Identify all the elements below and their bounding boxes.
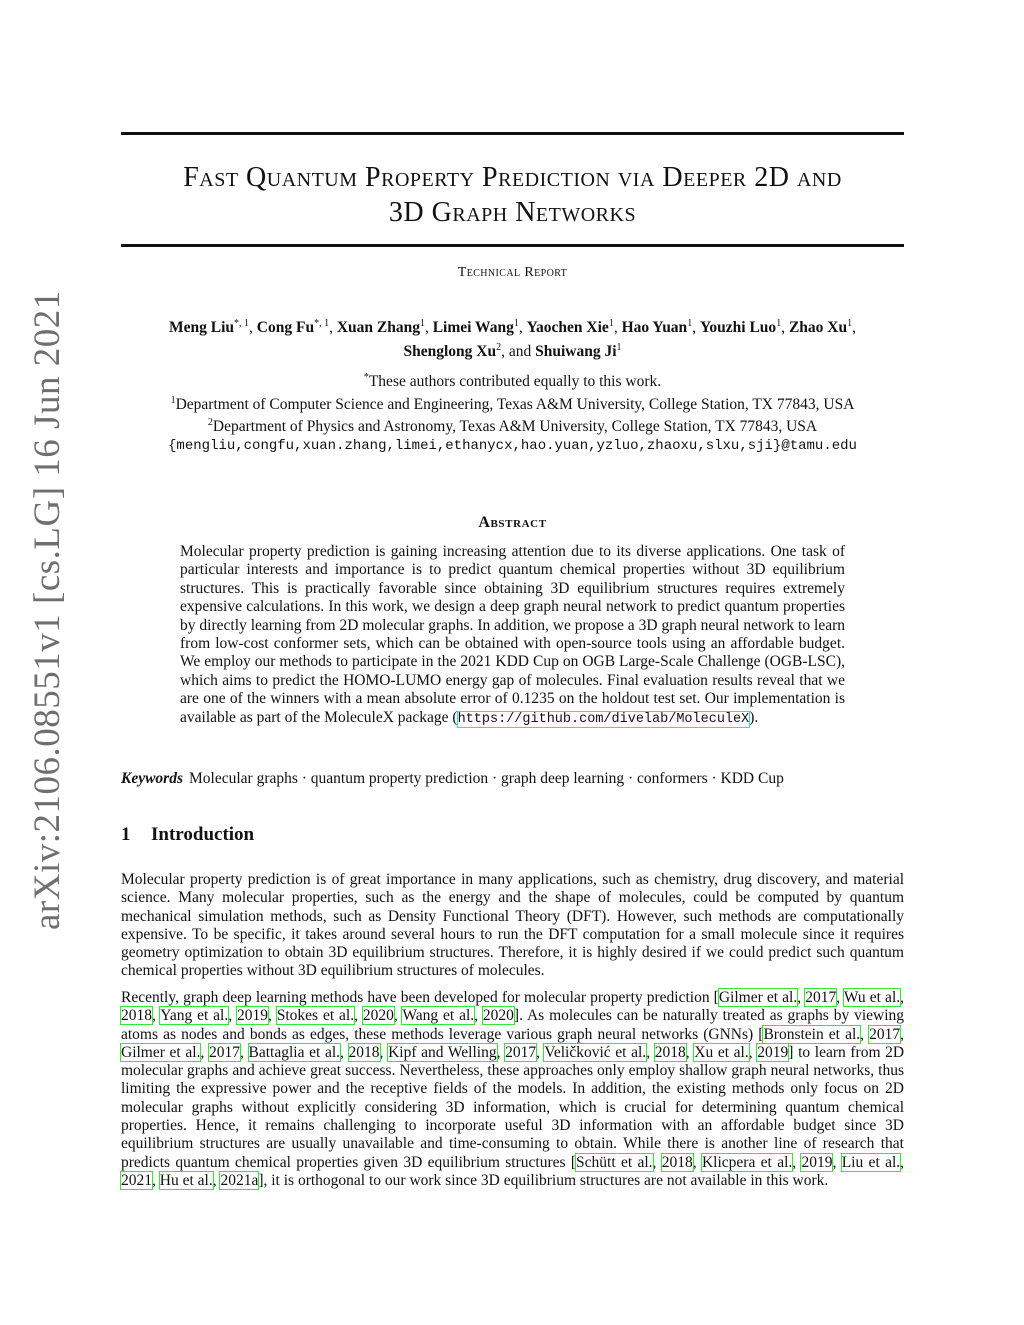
author-affiliation-mark: 1 [687, 318, 693, 329]
abstract-text: Molecular property prediction is gaining increasing attention due to its diverse applications. One task of particular interests and importance is to predict quantum chemical properties without 3D equilibrium structures. This is practically favorable since obtaining 3D equilibrium structures requires extremely expensive calculations. In this work, we design a deep graph neural network to predict quantum properties by directly learning from 2D molecular graphs. In addition, we propose a 3D graph neural network to learn from low-cost conformer sets, which can be obtained with open-source tools using an affordable budget. We employ our methods to participate in the 2021 KDD Cup on OGB Large-Scale Challenge (OGB-LSC), which aims to predict the HOMO-LUMO energy gap of molecules. Final evaluation results reveal that we are one of the winners with a mean absolute error of 0.1235 on the holdout test set. Our implementation is available as part of the MoleculeX package [180, 543, 845, 726]
author-separator: , [852, 319, 856, 337]
author-name: Shenglong Xu [403, 343, 497, 361]
keywords-text: Molecular graphs · quantum property prediction · graph deep learning · conformers · KDD Cup [189, 770, 784, 787]
citation-year-link[interactable]: 2018 [348, 1043, 380, 1061]
github-link[interactable]: https://github.com/divelab/MoleculeX [457, 711, 750, 727]
citation-year-link[interactable]: 2019 [801, 1153, 833, 1171]
author-emails: {mengliu,congfu,xuan.zhang,limei,ethanycx,hao.yuan,yzluo,zhaoxu,slxu,sji}@tamu.edu [168, 437, 857, 454]
citation-author-link[interactable]: Xu et al. [694, 1043, 749, 1061]
paper-title [121, 160, 904, 230]
citation-year-link[interactable]: 2017 [805, 989, 837, 1006]
author-name: Meng Liu [169, 319, 235, 337]
author-name: Yaochen Xie [526, 319, 609, 337]
equal-contribution-note [121, 369, 904, 392]
citation-author-link[interactable]: Kipf and Welling [388, 1043, 497, 1061]
citation-year-link[interactable]: 2019 [236, 1007, 268, 1025]
author-separator: , and [501, 343, 536, 361]
citation-author-link[interactable]: Battaglia et al. [248, 1043, 341, 1061]
title-line-2: 3D Graph Networks [388, 197, 637, 228]
intro-paragraph-1: Molecular property prediction is of great importance in many applications, such as chemistry, drug discovery, and material science. Many molecular properties, such as the energy and the shape of molecules, could be computed by quantum mechanical simulation methods, such as Density Functional Theory (DFT). However, such methods are computationally expensive. To be specific, it takes around several hours to run the DFT computation for a small molecule since it requires geometry optimization to obtain 3D equilibrium structures. Therefore, it is highly desired if we could predict such quantum chemical properties without 3D equilibrium structures of molecules. [121, 871, 904, 980]
author-name: Hao Yuan [621, 319, 688, 337]
link-open-paren: ( [452, 708, 458, 726]
title-bottom-rule [121, 244, 904, 247]
citation-author-link[interactable]: Wu et al. [843, 989, 901, 1006]
author-affiliation-mark: 1 [513, 318, 519, 329]
author-separator: , [692, 319, 700, 337]
affiliation-2-text: Department of Physics and Astronomy, Texas A&M University, College Station, TX 77843, USA [212, 418, 818, 436]
paragraph-2-text-3: ] to learn from 2D molecular graphs and achieve great success. Nevertheless, these approaches only employ shallow graph neural networks, thus limiting the expressive power and the receptive fields of the models. In addition, the existing methods only focus on 2D molecular graphs without explicitly considering 3D information, which is crucial for determining quantum chemical properties. Hence, it remains challenging to incorporate useful 3D information with an affordable budget since 3D equilibrium structures are usually unavailable and time-consuming to obtain. While there is another line of research that predicts quantum chemical properties given 3D equilibrium structures [ [121, 1043, 905, 1171]
equal-contribution-mark: * [363, 372, 369, 383]
paragraph-2-text-1: Recently, graph deep learning methods have been developed for molecular property prediction [ [121, 989, 719, 1006]
author-name: Cong Fu [256, 319, 315, 337]
citation-year-link[interactable]: 2017 [869, 1025, 901, 1043]
author-affiliation-mark: 1 [847, 318, 853, 329]
section-title: Introduction [151, 824, 255, 845]
author-name: Xuan Zhang [336, 319, 420, 337]
citation-author-link[interactable]: Liu et al. [841, 1153, 901, 1171]
author-name: Zhao Xu [788, 319, 848, 337]
author-affiliation-mark: 2 [496, 342, 502, 354]
author-affiliation-mark: *, 1 [234, 318, 250, 329]
author-name: Limei Wang [432, 319, 514, 337]
citation-year-link[interactable]: 2019 [757, 1043, 789, 1061]
author-separator: , [781, 319, 789, 337]
author-separator: , [249, 319, 257, 337]
author-name: Youzhi Luo [699, 319, 777, 337]
citation-author-link[interactable]: Gilmer et al. [121, 1043, 201, 1061]
link-close-paren: ). [749, 708, 759, 726]
citation-year-link[interactable]: 2021 [121, 1171, 152, 1189]
citation-group-3: Schütt et al., 2018, Klicpera et al., 2019, Liu et al., 2021, Hu et al., 2021a [121, 1153, 905, 1189]
paragraph-2-text-2: ]. As molecules can be naturally treated as graphs by viewing atoms as nodes and bonds as edges, these methods leverage various graph neural networks (GNNs) [ [121, 1007, 905, 1043]
citation-year-link[interactable]: 2017 [505, 1043, 537, 1061]
citation-author-link[interactable]: Stokes et al. [276, 1007, 355, 1025]
title-top-rule [121, 132, 904, 135]
affiliation-1 [121, 392, 904, 415]
author-affiliation-mark: 1 [608, 318, 614, 329]
author-affiliation-mark: 1 [616, 342, 622, 354]
citation-year-link[interactable]: 2020 [362, 1007, 394, 1025]
title-line-1: Fast Quantum Property Prediction via Deeper 2D and [183, 162, 842, 193]
author-separator: , [329, 319, 337, 337]
citation-author-link[interactable]: Schütt et al. [576, 1153, 653, 1171]
keywords-line [121, 770, 904, 788]
section-number: 1 [121, 824, 131, 845]
author-affiliation-mark: *, 1 [314, 318, 330, 329]
intro-paragraph-2 [121, 989, 904, 1190]
keywords-label: Keywords [121, 770, 183, 787]
equal-contribution-text: These authors contributed equally to this work. [368, 373, 662, 391]
author-affiliation-mark: 1 [776, 318, 782, 329]
author-list [121, 314, 904, 362]
citation-author-link[interactable]: Hu et al. [159, 1171, 213, 1189]
paragraph-2-text-4: ], it is orthogonal to our work since 3D equilibrium structures are not available in this work. [258, 1171, 829, 1189]
author-name: Shuiwang Ji [535, 343, 617, 361]
author-separator: , [518, 319, 527, 337]
affiliation-2-mark: 2 [207, 417, 213, 429]
citation-author-link[interactable]: Yang et al. [160, 1007, 229, 1025]
abstract-body [180, 543, 845, 729]
affiliation-1-text: Department of Computer Science and Engineering, Texas A&M University, College Station, TX 77843, USA [175, 395, 855, 413]
citation-author-link[interactable]: Veličković et al. [544, 1043, 647, 1061]
citation-year-link[interactable]: 2020 [482, 1007, 514, 1025]
citation-year-link[interactable]: 2018 [661, 1153, 693, 1171]
citation-year-link[interactable]: 2021a [220, 1171, 259, 1189]
affiliation-2 [121, 414, 904, 437]
citation-author-link[interactable]: Wang et al. [402, 1007, 475, 1025]
citation-group-1: Gilmer et al., 2017, Wu et al., 2018, Yang et al., 2019, Stokes et al., 2020, Wang et al., 2020 [121, 989, 904, 1025]
author-affiliation-mark: 1 [419, 318, 425, 329]
citation-year-link[interactable]: 2018 [121, 1007, 152, 1025]
section-heading-introduction [121, 824, 254, 846]
citation-author-link[interactable]: Bronstein et al. [763, 1025, 861, 1043]
abstract-heading: Abstract [478, 514, 547, 531]
citation-year-link[interactable]: 2018 [654, 1043, 686, 1061]
citation-author-link[interactable]: Gilmer et al. [718, 989, 798, 1006]
author-separator: , [613, 319, 622, 337]
arxiv-identifier-stamp[interactable]: arXiv:2106.08551v1 [cs.LG] 16 Jun 2021 [27, 290, 68, 930]
author-separator: , [424, 319, 433, 337]
citation-group-2: Bronstein et al., 2017, Gilmer et al., 2017, Battaglia et al., 2018, Kipf and Welling, 2017, Veličković et al., 2018, Xu et al., 2019 [121, 1025, 905, 1061]
report-type-label: Technical Report [457, 265, 568, 280]
citation-author-link[interactable]: Klicpera et al. [701, 1153, 793, 1171]
affiliation-1-mark: 1 [170, 394, 176, 406]
citation-year-link[interactable]: 2017 [208, 1043, 240, 1061]
affiliations-block [121, 369, 904, 455]
